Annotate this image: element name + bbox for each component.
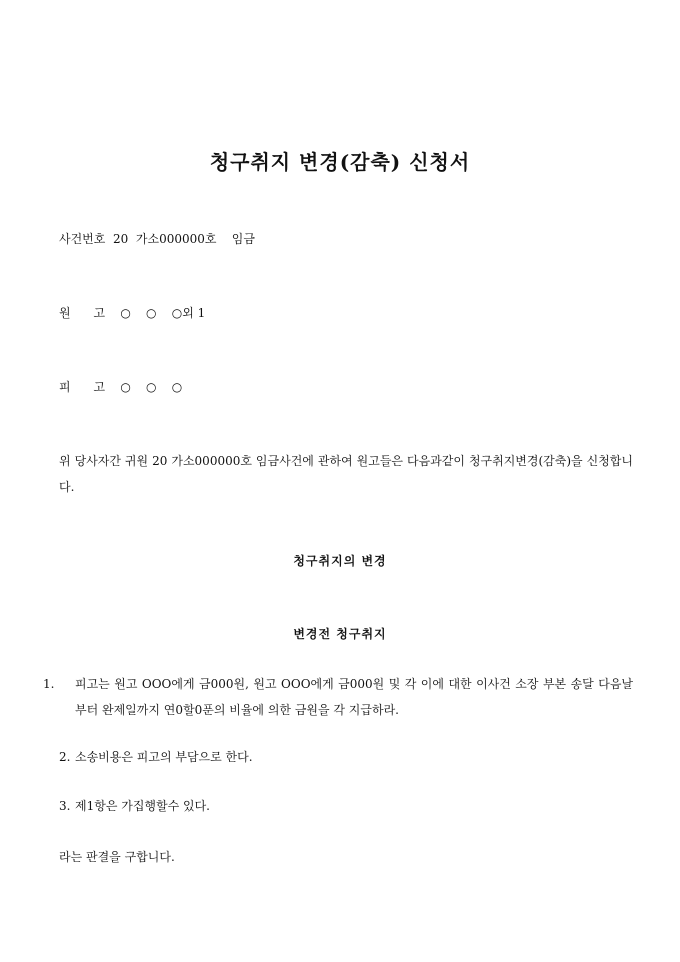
claim-text: 피고는 원고 OOO에게 금000원, 원고 OOO에게 금000원 및 각 이에 대한 이사건 소장 부본 송달 다음날부터 완제일까지 연0할0푼의 비율에 의한 금원을 각 지급하라. [75,677,633,717]
plaintiff-line: 원 고 ○ ○ ○외 1 [59,306,206,320]
defendant-line: 피 고 ○ ○ ○ [59,380,183,394]
intro-paragraph: 위 당사자간 귀원 20 가소000000호 임금사건에 관하여 원고들은 다음과같이 청구취지변경(감축)을 신청합니다. [59,454,633,494]
closing-line: 라는 판결을 구합니다. [59,850,175,864]
claim-number: 1. [43,677,55,691]
claim-item-3 [59,793,633,819]
claim-item-2 [59,744,633,770]
claim-text: 소송비용은 피고의 부담으로 한다. [75,750,253,764]
subsection-heading: 변경전 청구취지 [293,627,387,641]
section-heading: 청구취지의 변경 [293,554,387,568]
document-title: 청구취지 변경(감축) 신청서 [209,150,471,174]
claim-text: 제1항은 가집행할수 있다. [75,799,210,813]
claim-number: 2. [59,750,71,764]
claim-item-1 [43,671,633,723]
case-number-line: 사건번호 20 가소000000호 임금 [59,232,255,246]
claim-number: 3. [59,799,71,813]
